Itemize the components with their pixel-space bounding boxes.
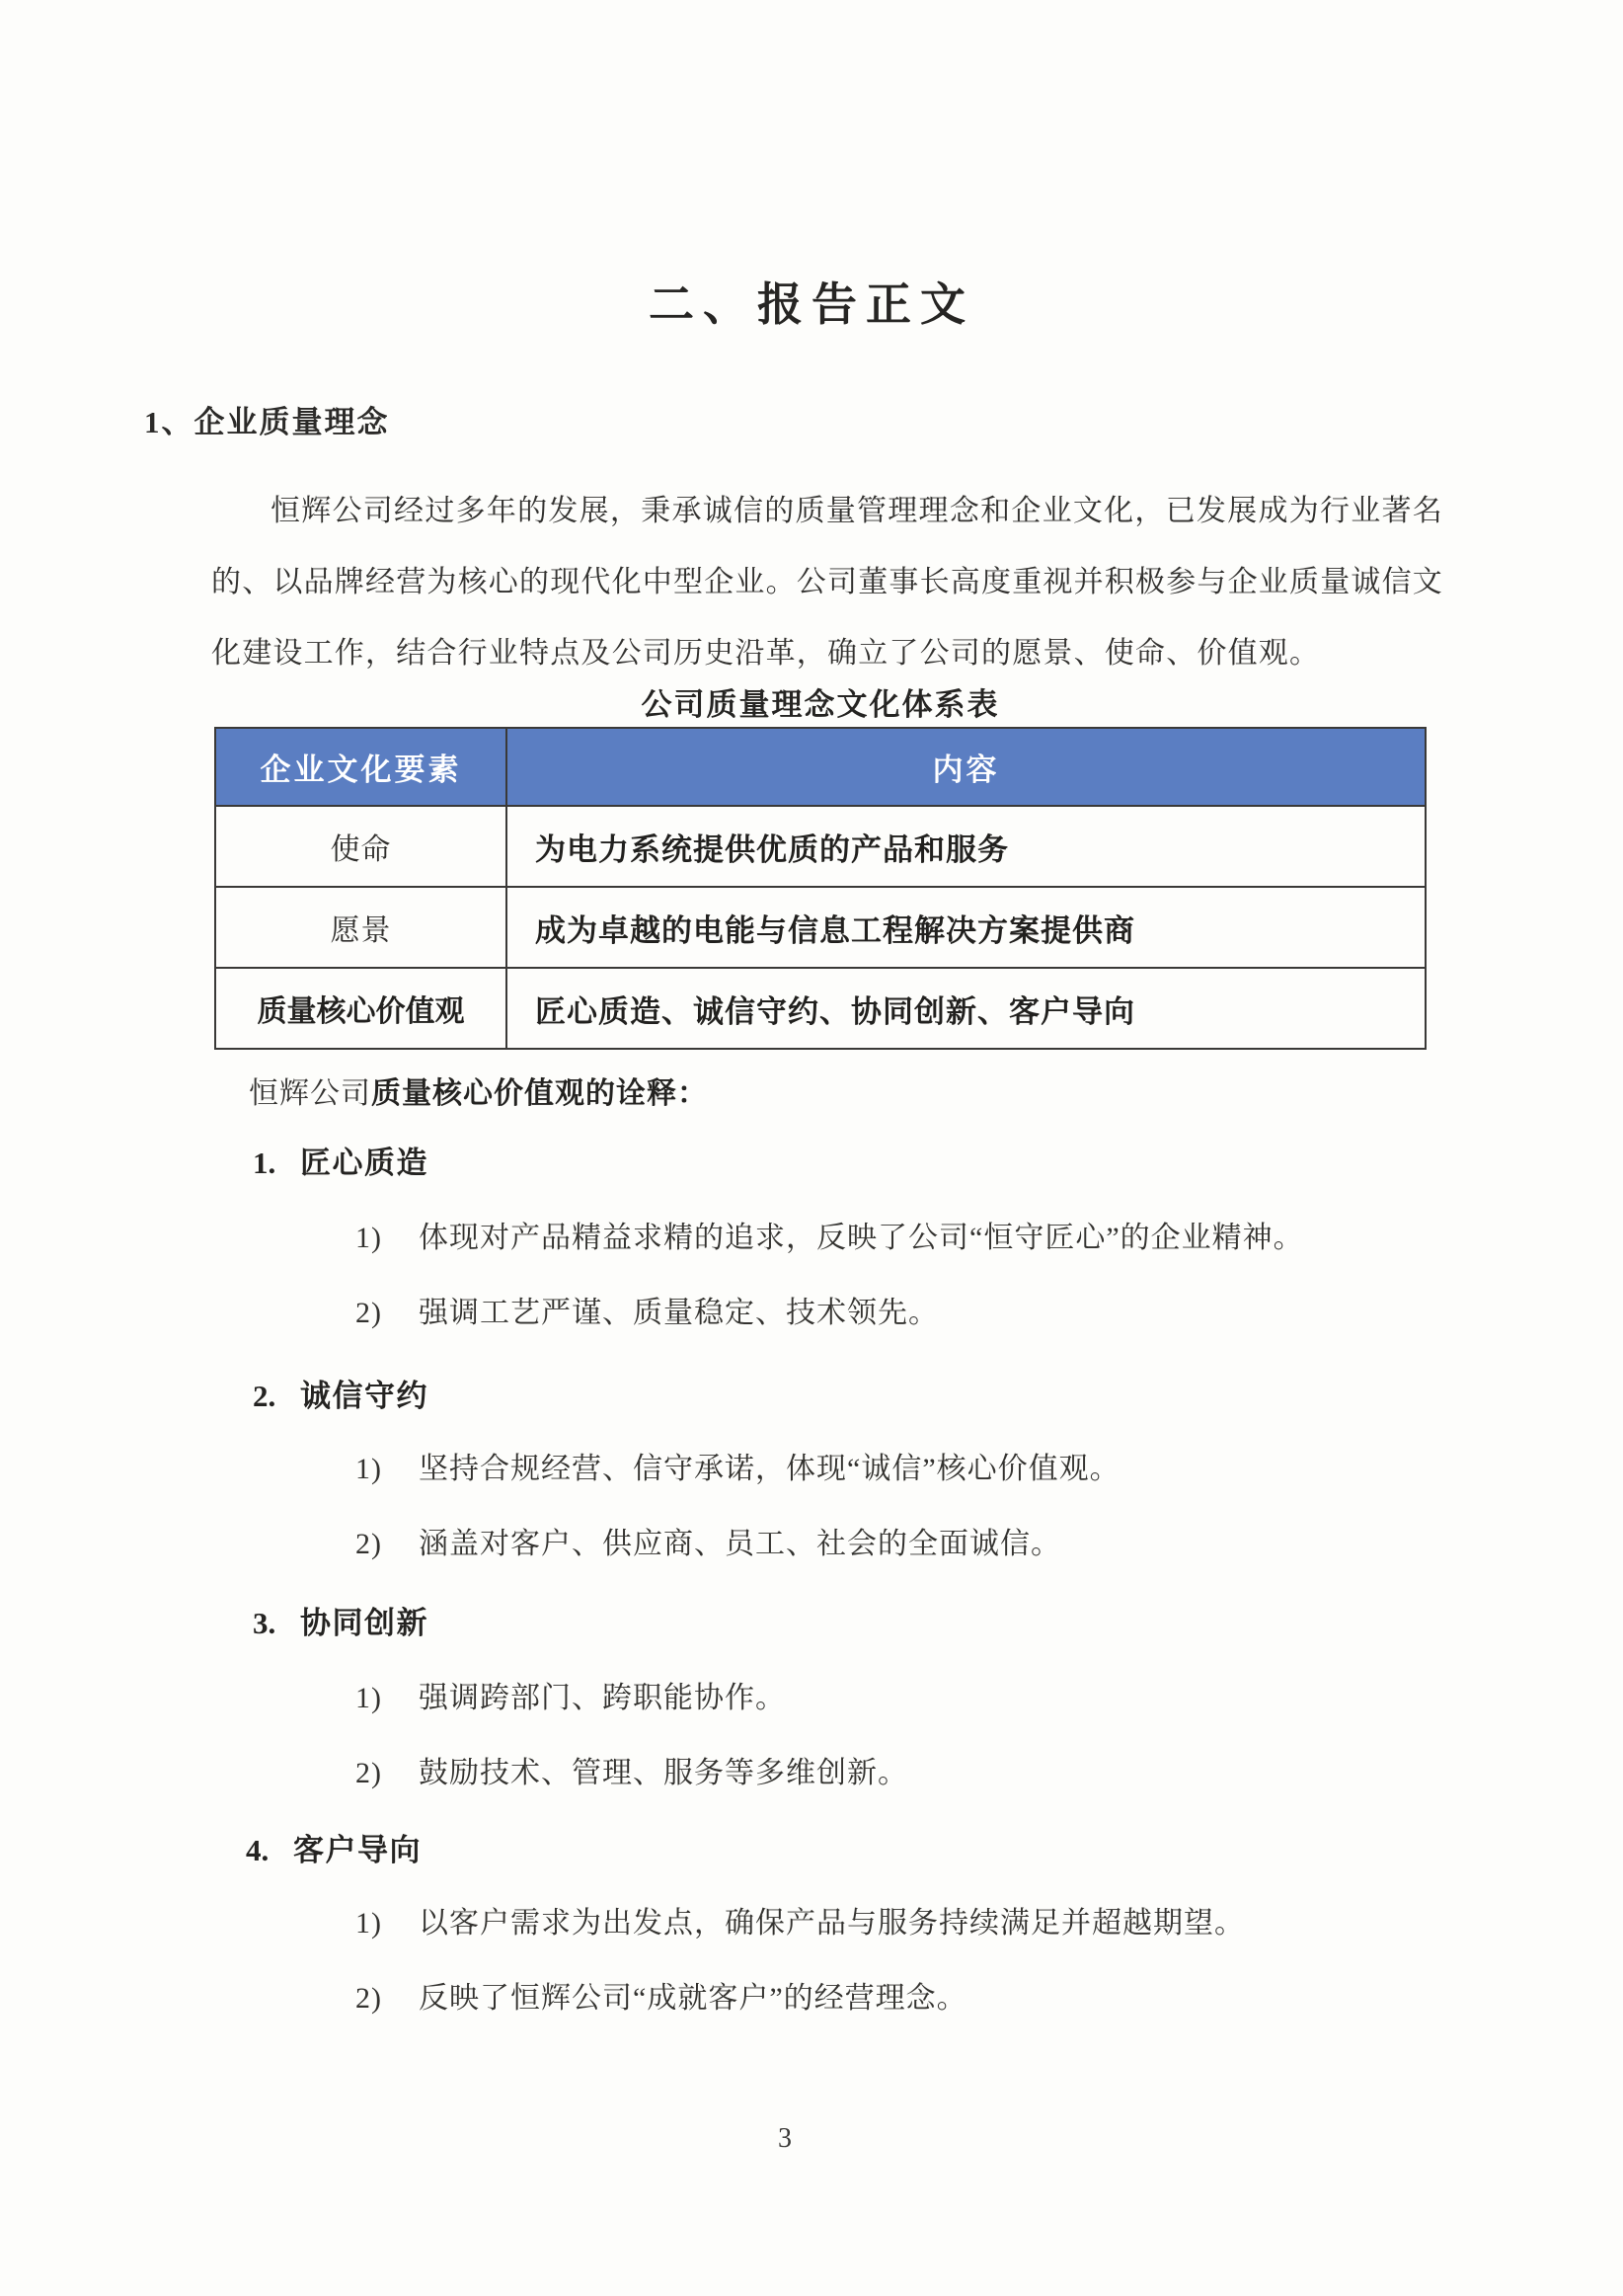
value-item-3-point-1	[355, 1673, 786, 1716]
row-label-mission: 使命	[215, 806, 506, 887]
intro-paragraph: 恒辉公司经过多年的发展，秉承诚信的质量管理理念和企业文化，已发展成为行业著名的、以品牌经营为核心的现代化中型企业。公司董事长高度重视并积极参与企业质量诚信文化建设工作，结合行业特点及公司历史沿革，确立了公司的愿景、使命、价值观。	[211, 495, 1443, 670]
value-item-2-point-2-text: 涵盖对客户、供应商、员工、社会的全面诚信。	[419, 1528, 1061, 1560]
value-item-1-heading	[253, 1138, 428, 1182]
value-item-3-title: 协同创新	[300, 1606, 428, 1640]
value-item-2-heading	[253, 1371, 428, 1415]
value-item-4-number: 4.	[246, 1833, 270, 1867]
value-item-1-point-2-number: 2)	[355, 1297, 382, 1329]
section-heading: 1、企业质量理念	[144, 405, 390, 439]
value-item-3-point-1-number: 1)	[355, 1682, 382, 1714]
value-item-2-point-1	[355, 1444, 1121, 1487]
value-item-4-point-2-text: 反映了恒辉公司“成就客户”的经营理念。	[419, 1982, 967, 2015]
value-item-4-point-1-number: 1)	[355, 1907, 382, 1940]
value-item-4-point-2-number: 2)	[355, 1982, 382, 2015]
row-label-vision: 愿景	[215, 887, 506, 968]
page-number: 3	[778, 2123, 792, 2154]
value-item-2-point-1-number: 1)	[355, 1453, 382, 1485]
value-item-3-heading	[253, 1598, 428, 1642]
table-row-core-values	[215, 968, 1426, 1049]
value-item-2-number: 2.	[253, 1379, 276, 1413]
value-item-2-point-2-number: 2)	[355, 1528, 382, 1560]
value-item-4-point-2	[355, 1973, 967, 2017]
table-title: 公司质量理念文化体系表	[641, 687, 1000, 722]
value-item-4-point-1	[355, 1898, 1245, 1941]
interpretation-intro-emphasis: 质量核心价值观的诠释：	[371, 1077, 708, 1110]
value-item-3-point-2-text: 鼓励技术、管理、服务等多维创新。	[419, 1757, 908, 1789]
table-row-vision	[215, 887, 1426, 968]
row-content-core-values: 匠心质造、诚信守约、协同创新、客户导向	[506, 968, 1426, 1049]
value-item-3-point-2	[355, 1748, 908, 1791]
interpretation-intro-prefix: 恒辉公司	[249, 1077, 371, 1110]
value-item-1-point-2-text: 强调工艺严谨、质量稳定、技术领先。	[419, 1297, 939, 1329]
culture-table	[214, 727, 1427, 1050]
value-item-2-point-2	[355, 1519, 1061, 1562]
value-item-4-point-1-text: 以客户需求为出发点，确保产品与服务持续满足并超越期望。	[419, 1907, 1245, 1940]
value-item-1-point-1	[355, 1213, 1304, 1256]
value-item-4-title: 客户导向	[293, 1833, 422, 1867]
value-item-1-point-2	[355, 1288, 939, 1331]
value-item-1-title: 匠心质造	[300, 1146, 428, 1180]
table-header-element: 企业文化要素	[215, 728, 506, 806]
page-title: 二、报告正文	[649, 278, 974, 330]
value-item-3-point-2-number: 2)	[355, 1757, 382, 1789]
value-item-4-heading	[246, 1825, 422, 1869]
interpretation-intro	[249, 1069, 708, 1112]
row-content-vision: 成为卓越的电能与信息工程解决方案提供商	[506, 887, 1426, 968]
value-item-1-number: 1.	[253, 1146, 276, 1180]
row-content-mission: 为电力系统提供优质的产品和服务	[506, 806, 1426, 887]
table-header-row	[215, 728, 1426, 806]
table-row-mission	[215, 806, 1426, 887]
value-item-1-point-1-text: 体现对产品精益求精的追求，反映了公司“恒守匠心”的企业精神。	[419, 1222, 1304, 1254]
value-item-1-point-1-number: 1)	[355, 1222, 382, 1254]
value-item-3-point-1-text: 强调跨部门、跨职能协作。	[419, 1682, 786, 1714]
value-item-3-number: 3.	[253, 1606, 276, 1640]
row-label-core-values: 质量核心价值观	[215, 968, 506, 1049]
table-header-content: 内容	[506, 728, 1426, 806]
value-item-2-point-1-text: 坚持合规经营、信守承诺，体现“诚信”核心价值观。	[419, 1453, 1121, 1485]
value-item-2-title: 诚信守约	[300, 1379, 428, 1413]
